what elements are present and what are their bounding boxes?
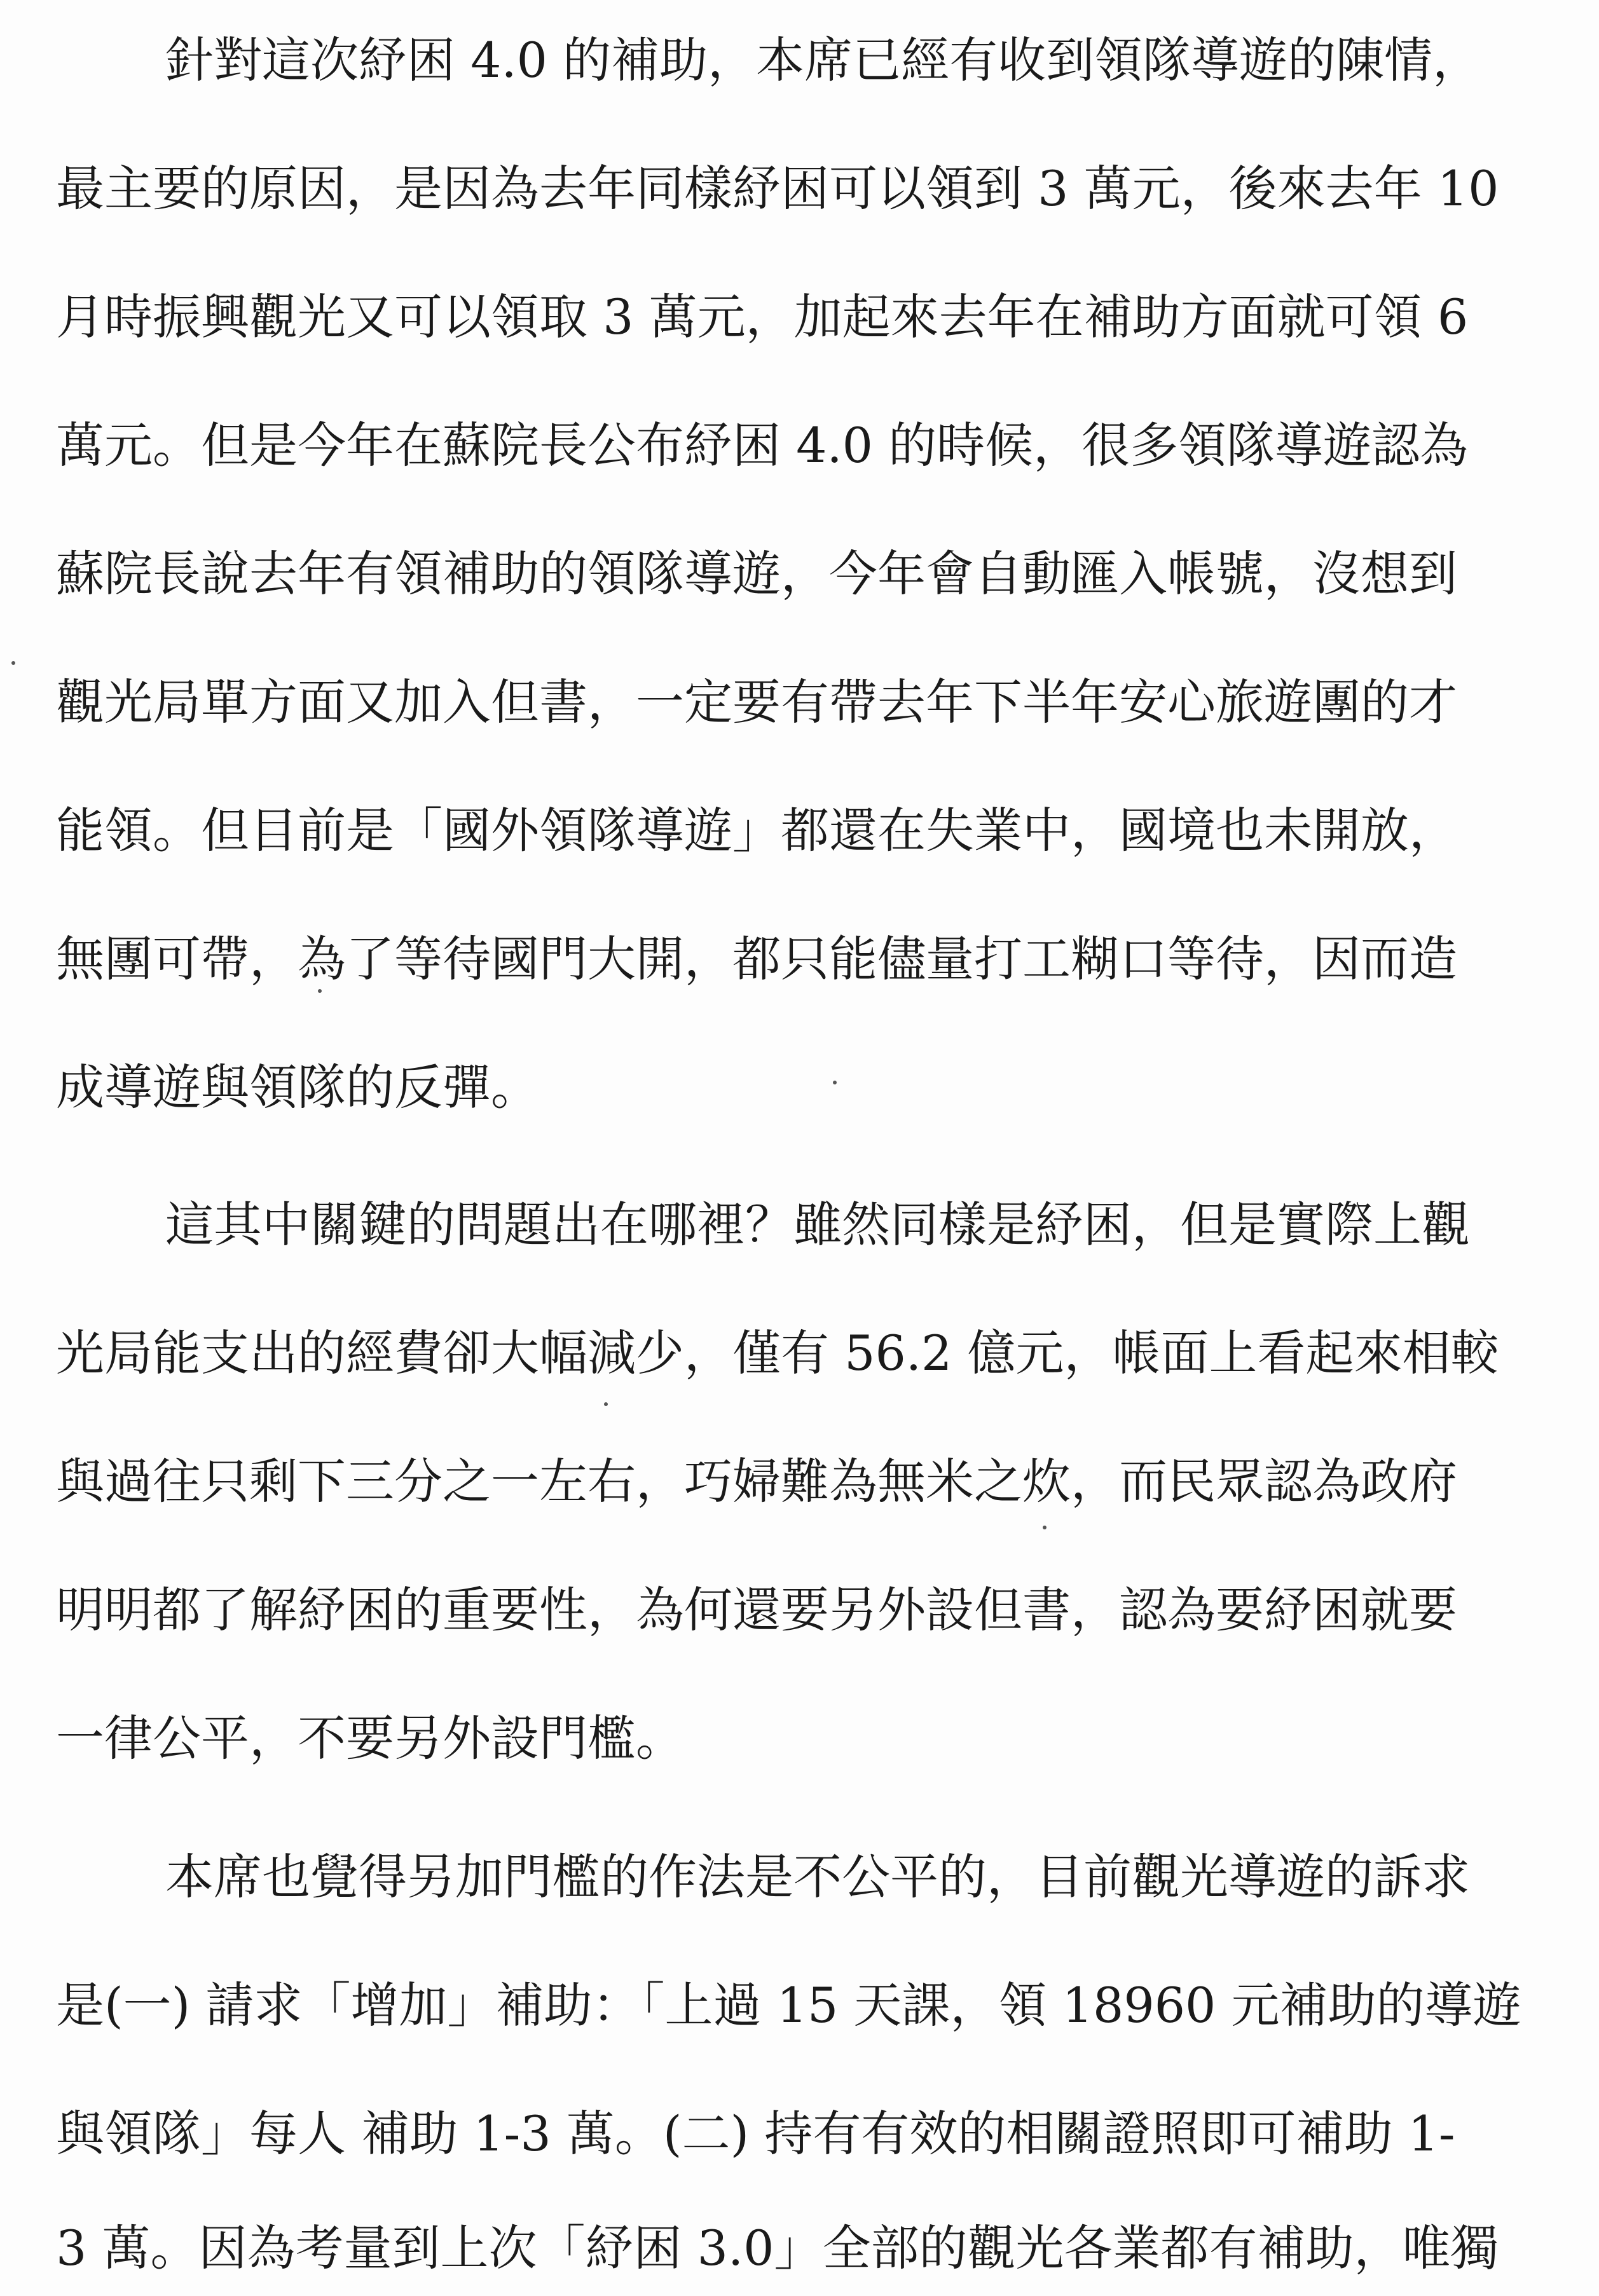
text-line-8: 無團可帶，為了等待國門大開，都只能儘量打工糊口等待，因而造: [56, 931, 1457, 987]
text-line-13: 明明都了解紓困的重要性，為何還要另外設但書，認為要紓困就要: [56, 1582, 1457, 1638]
text-line-15: 本席也覺得另加門檻的作法是不公平的，目前觀光導遊的訴求: [165, 1848, 1470, 1905]
text-line-10: 這其中關鍵的問題出在哪裡？雖然同樣是紓困，但是實際上觀: [165, 1196, 1470, 1253]
text-line-14: 一律公平，不要另外設門檻。: [56, 1710, 684, 1766]
scan-speck: [318, 989, 322, 993]
text-line-5: 蘇院長說去年有領補助的領隊導遊，今年會自動匯入帳號，沒想到: [56, 545, 1457, 602]
scan-speck: [604, 1402, 608, 1406]
text-line-12: 與過往只剩下三分之一左右，巧婦難為無米之炊，而民眾認為政府: [56, 1453, 1457, 1510]
text-line-18: 3 萬。因為考量到上次「紓困 3.0」全部的觀光各業都有補助，唯獨: [56, 2220, 1499, 2276]
text-line-11: 光局能支出的經費卻大幅減少，僅有 56.2 億元，帳面上看起來相較: [56, 1325, 1499, 1381]
text-line-6: 觀光局單方面又加入但書，一定要有帶去年下半年安心旅遊團的才: [56, 674, 1457, 730]
text-line-17: 與領隊」每人 補助 1-3 萬。(二) 持有有效的相關證照即可補助 1-: [56, 2105, 1455, 2162]
text-line-9: 成導遊與領隊的反彈。: [56, 1059, 539, 1116]
scan-speck: [833, 1081, 837, 1084]
text-line-1: 針對這次紓困 4.0 的補助，本席已經有收到領隊導遊的陳情，: [165, 32, 1481, 88]
text-line-16: 是(一) 請求「增加」補助：「上過 15 天課，領 18960 元補助的導遊: [56, 1977, 1521, 2033]
scan-speck: [11, 661, 15, 665]
text-line-4: 萬元。但是今年在蘇院長公布紓困 4.0 的時候，很多領隊導遊認為: [56, 417, 1469, 474]
text-line-7: 能領。但目前是「國外領隊導遊」都還在失業中，國境也未開放，: [56, 802, 1457, 859]
text-line-3: 月時振興觀光又可以領取 3 萬元，加起來去年在補助方面就可領 6: [56, 289, 1469, 345]
scan-speck: [1043, 1526, 1047, 1529]
text-line-2: 最主要的原因，是因為去年同樣紓困可以領到 3 萬元，後來去年 10: [56, 160, 1499, 217]
